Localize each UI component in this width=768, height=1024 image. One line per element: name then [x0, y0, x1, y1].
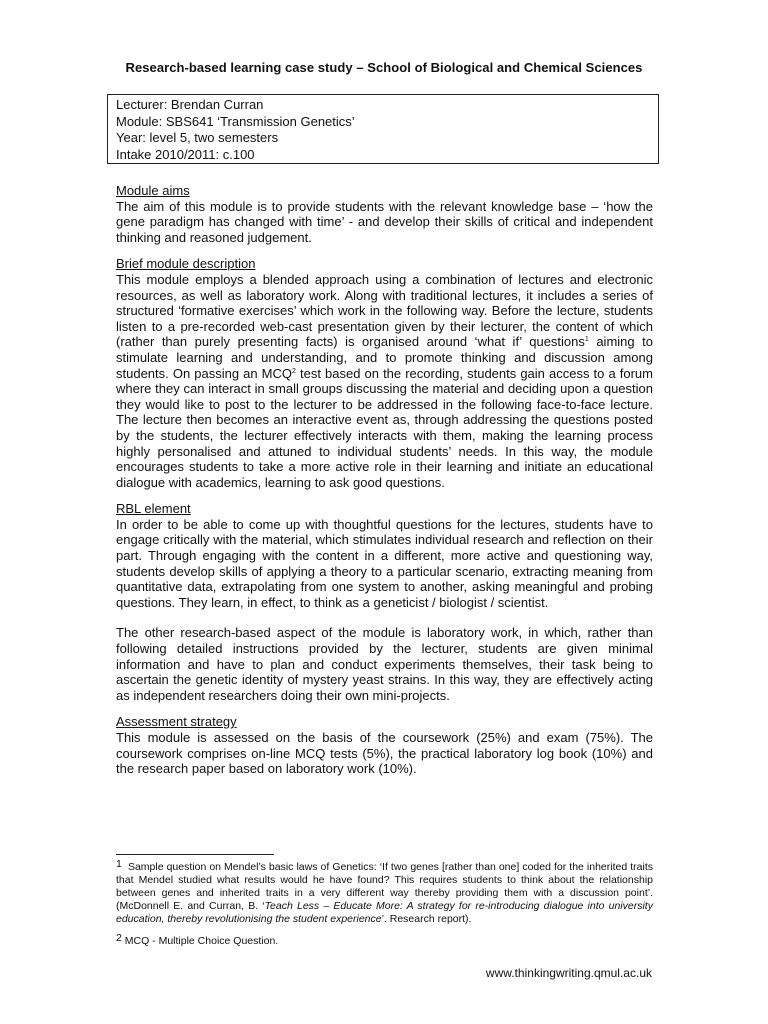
section-assessment-strategy	[116, 714, 653, 776]
heading-module-aims: Module aims	[116, 183, 190, 198]
heading-brief-description: Brief module description	[116, 256, 256, 272]
footnote-1	[116, 858, 653, 926]
footnote-1-text-b: ’. Research report).	[381, 913, 472, 925]
description-text-part-c: test based on the recording, students gain access to a forum where they can interact in small groups discussing the material and deciding upon a question they would like to post to the lecturer to be addressed in the following face-to-face lecture. The lecture then becomes an interactive event as, through addressing the questions posted by the students, the lecturer effectively interacts with them, making the learning process highly personalised and attuned to individual students’ needs. In this way, the module encourages students to take a more active role in their learning and initiate an educational dialogue with academics, learning to ask good questions.	[116, 365, 653, 490]
paragraph-assessment: This module is assessed on the basis of the coursework (25%) and exam (75%). The coursework comprises on-line MCQ tests (5%), the practical laboratory log book (10%) and the research paper based on laboratory work (10%).	[116, 730, 653, 777]
paragraph-module-aims: The aim of this module is to provide students with the relevant knowledge base – ‘how the gene paradigm has changed with time’ - and develop their skills of critical and independent thinking and reasoned judgement.	[116, 198, 653, 245]
heading-assessment-strategy: Assessment strategy	[116, 714, 237, 730]
paragraph-rbl-1: In order to be able to come up with thoughtful questions for the lectures, students have to engage critically with the material, which stimulates individual research and reflection on their part. Through engaging with the content in a different, more active and questioning way, students develop skills of applying a theory to a particular scenario, extracting meaning from quantitative data, extrapolating from one system to another, asking meaningful and probing questions. They learn, in effect, to think as a geneticist / biologist / scientist.	[116, 516, 653, 610]
description-text-part-a: This module employs a blended approach using a combination of lectures and electronic resources, as well as laboratory work. Along with traditional lectures, it includes a series of structured ‘formative exercises’ which work in the following way. Before the lecture, students listen to a pre-recorded web-cast presentation given by their lecturer, the content of which (rather than purely presenting facts) is organised around ‘what if’ questions	[116, 271, 653, 350]
intake-line: Intake 2010/2011: c.100	[116, 146, 255, 162]
footnote-1-number: 1	[116, 858, 122, 870]
footnote-ref-1[interactable]: 1	[584, 336, 589, 344]
document-title: Research-based learning case study – School of Biological and Chemical Sciences	[125, 60, 643, 75]
module-info-box	[107, 94, 659, 164]
section-rbl-element	[116, 501, 653, 703]
footnote-2-number: 2	[116, 932, 122, 944]
footnote-2-text: MCQ - Multiple Choice Question.	[121, 935, 279, 947]
document-body	[116, 183, 653, 788]
module-line: Module: SBS641 ‘Transmission Genetics’	[116, 113, 355, 129]
heading-rbl-element: RBL element	[116, 501, 191, 517]
section-brief-description	[116, 256, 653, 490]
footnote-2	[116, 932, 653, 948]
year-line: Year: level 5, two semesters	[116, 130, 279, 145]
footnote-ref-2[interactable]: 2	[292, 367, 296, 375]
footer-website-link[interactable]: www.thinkingwriting.qmul.ac.uk	[485, 966, 652, 980]
paragraph-rbl-2: The other research-based aspect of the module is laboratory work, in which, rather than following detailed instructions provided by the lecturer, students are given minimal information and have to plan and conduct experiments themselves, their task being to ascertain the genetic identity of mystery yeast strains. In this way, they are effectively acting as independent researchers doing their own mini-projects.	[116, 625, 653, 703]
description-text-part-b: aiming to stimulate learning and understanding, and to promote thinking and discussion among students. On passing an MCQ	[116, 334, 653, 381]
section-module-aims	[116, 183, 653, 245]
paragraph-brief-description	[116, 272, 653, 490]
footnote-divider	[116, 854, 274, 855]
footnotes	[116, 858, 653, 954]
footnote-1-citation-title: Teach Less – Educate More: A strategy for re-introducing dialogue into university education, thereby revolutionising the student experience	[116, 900, 653, 925]
footnote-1-text-a: Sample question on Mendel’s basic laws of Genetics: ‘If two genes [rather than one] coded for the inherited traits that Mendel studied what results would he have found? This requires students to think about the relationship between genes and inherited traits in a very different way thereby providing them with a discussion point’. (McDonnell E. and Curran, B. ‘	[116, 861, 653, 912]
lecturer-line: Lecturer: Brendan Curran	[116, 97, 264, 112]
